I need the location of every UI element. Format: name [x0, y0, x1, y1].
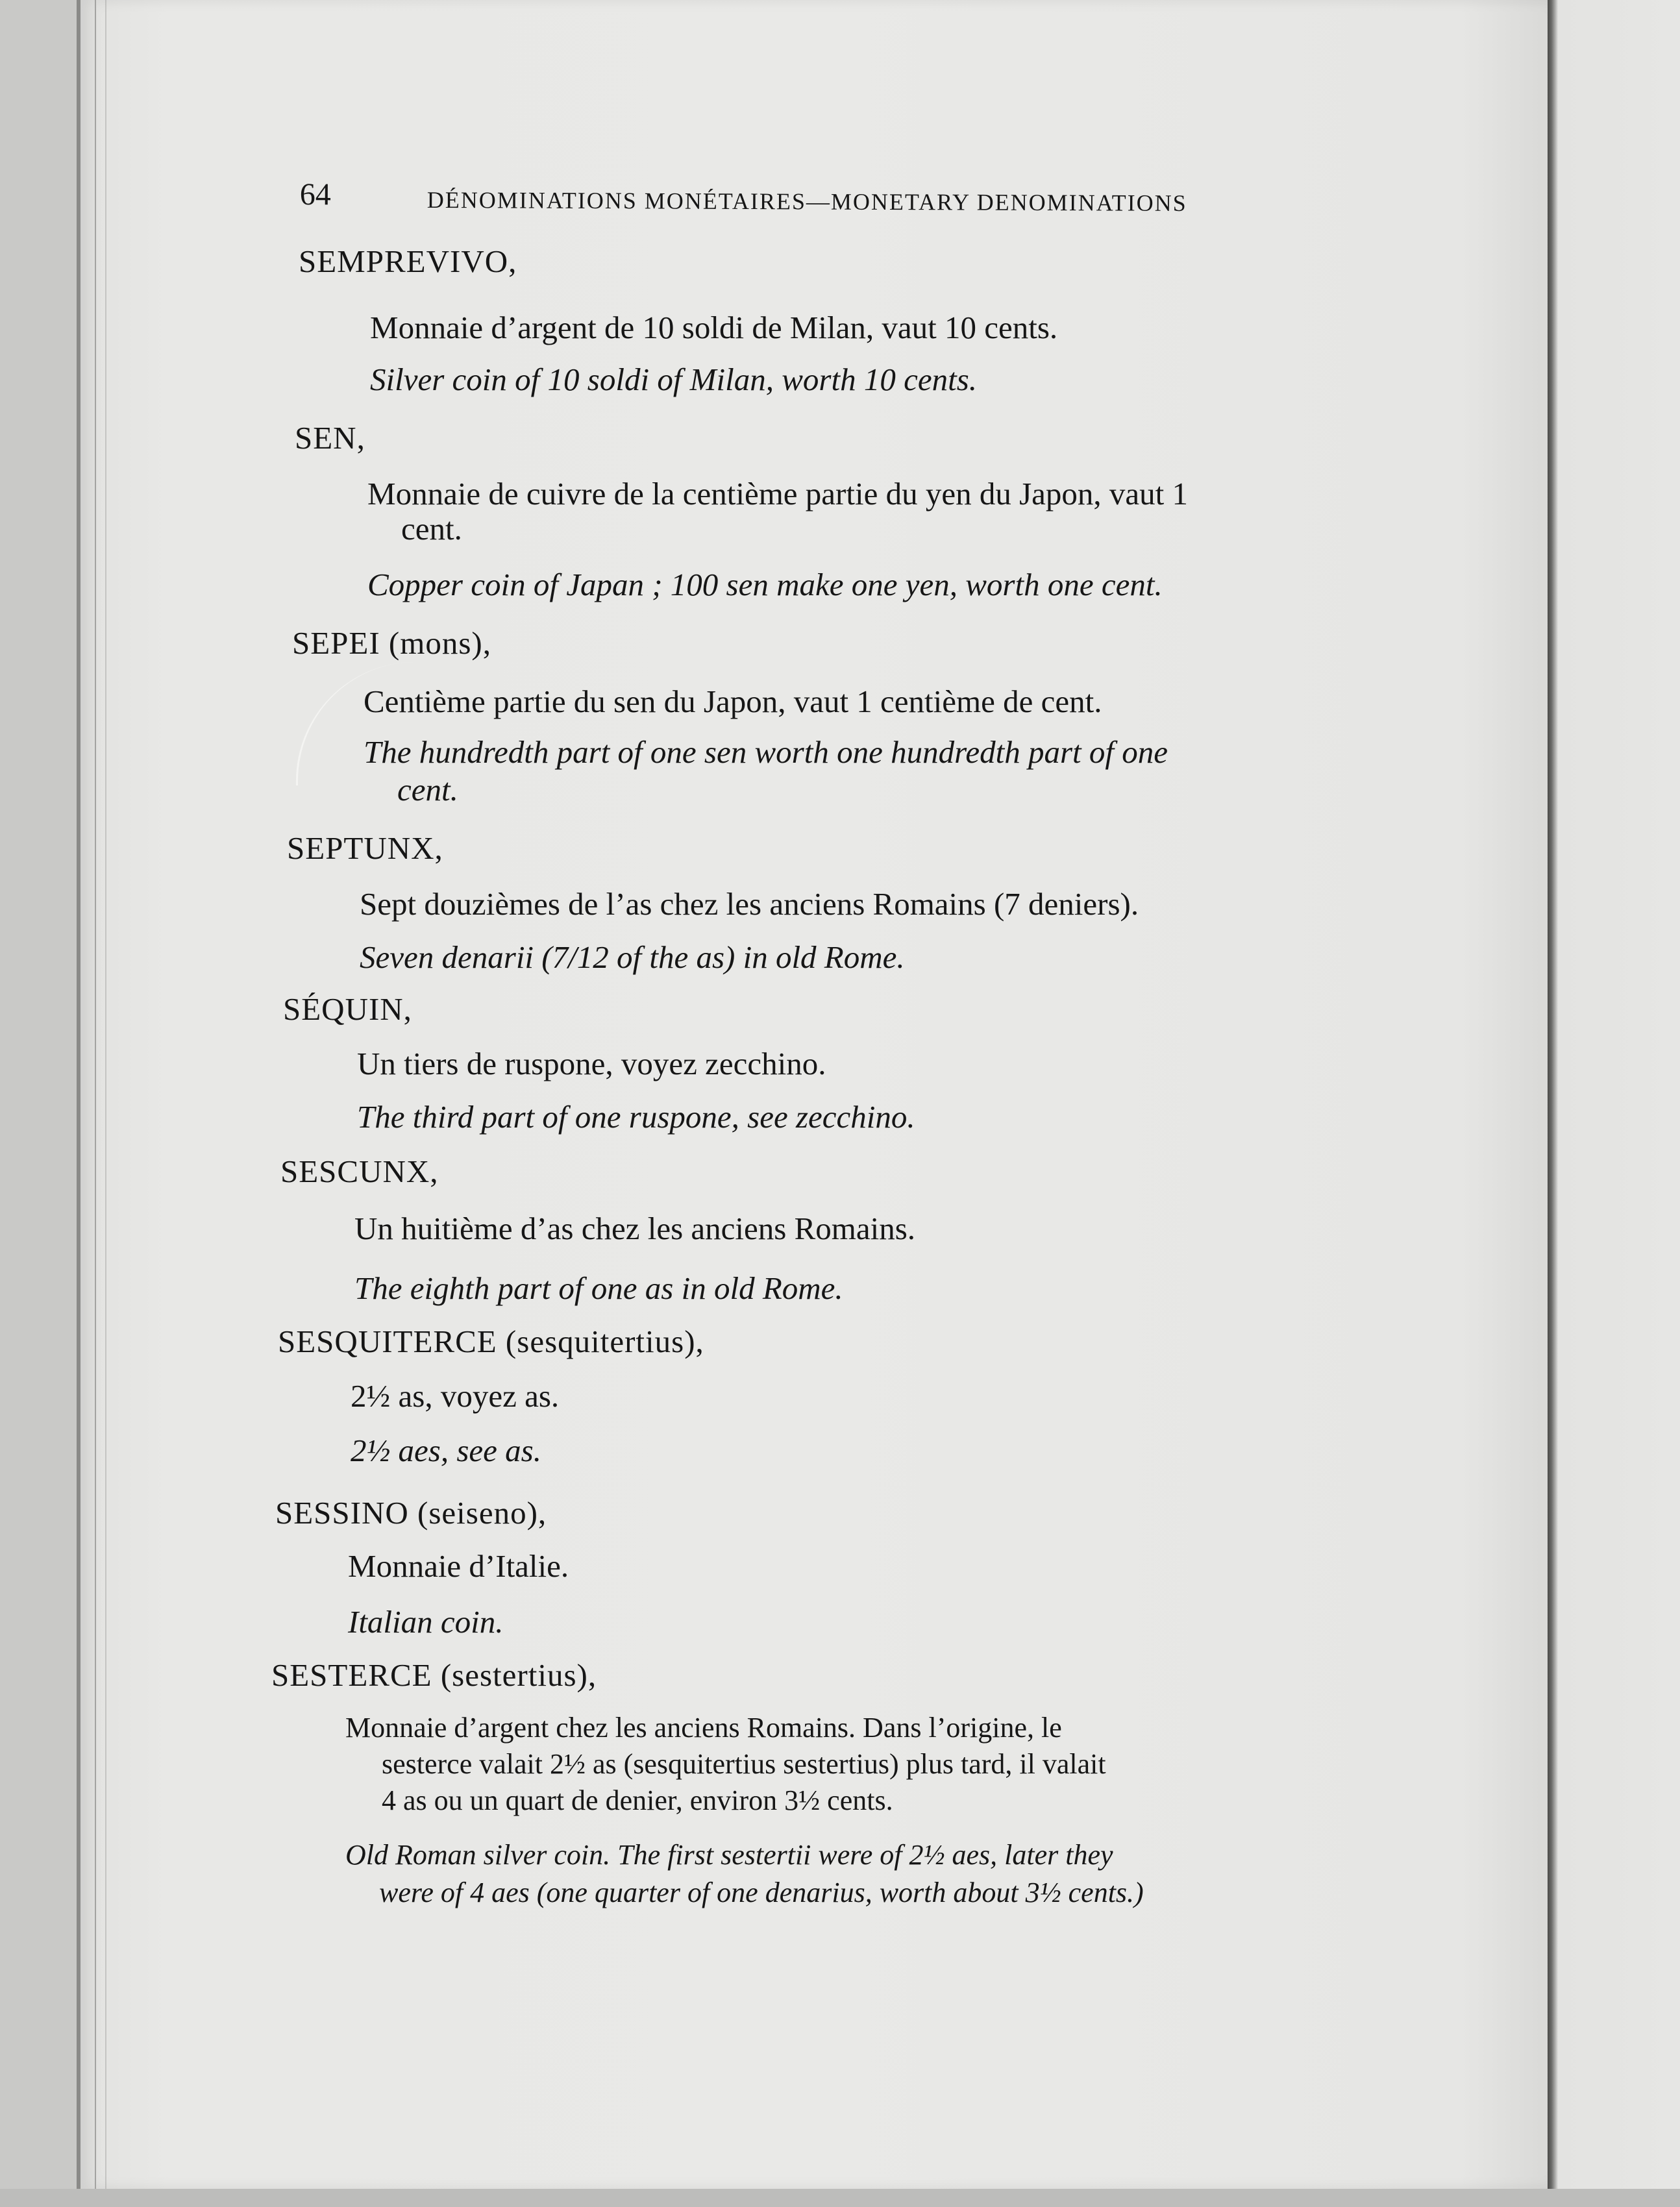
- page-number: 64: [299, 177, 331, 212]
- entry-term-text: SEPEI (mons),: [292, 625, 491, 661]
- entry-term: SEMPREVIVO,: [299, 243, 517, 279]
- running-head: DÉNOMINATIONS MONÉTAIRES—MONETARY DENOMINATIONS: [426, 186, 1187, 216]
- entry-term: SEN,: [295, 420, 365, 456]
- entry-english: The hundredth part of one sen worth one hundredth part of one: [364, 734, 1168, 770]
- entry-term: SESCUNX,: [280, 1153, 439, 1189]
- entry-french: 4 as ou un quart de denier, environ 3½ cents.: [382, 1784, 893, 1816]
- entry-french: Monnaie d’argent chez les anciens Romains. Dans l’origine, le: [345, 1712, 1062, 1744]
- entry-english: cent.: [397, 772, 458, 808]
- entry-english: 2½ aes, see as.: [351, 1433, 541, 1468]
- entry-english: Old Roman silver coin. The first sestertii were of 2½ aes, later they: [345, 1839, 1113, 1871]
- entry-french: Sept douzièmes de l’as chez les anciens Romains (7 deniers).: [360, 886, 1139, 922]
- entry-french: sesterce valait 2½ as (sesquitertius sestertius) plus tard, il valait: [382, 1748, 1106, 1780]
- entry-french: Un huitième d’as chez les anciens Romains.: [354, 1211, 916, 1246]
- entry-french: Un tiers de ruspone, voyez zecchino.: [357, 1046, 826, 1081]
- entry-english: Seven denarii (7/12 of the as) in old Rome.: [360, 939, 905, 975]
- entry-french: cent.: [401, 511, 462, 547]
- entry-english: Silver coin of 10 soldi of Milan, worth 10 cents.: [370, 362, 978, 397]
- entry-term: SEPTUNX,: [287, 830, 443, 866]
- entry-term: SESQUITERCE (sesquitertius),: [278, 1324, 704, 1359]
- entry-term: SÉQUIN,: [283, 991, 412, 1027]
- entry-term: SESTERCE (sestertius),: [271, 1657, 597, 1693]
- entry-french: 2½ as, voyez as.: [351, 1378, 560, 1414]
- entry-french: Centième partie du sen du Japon, vaut 1 centième de cent.: [364, 684, 1102, 719]
- entry-english: were of 4 aes (one quarter of one denarius, worth about 3½ cents.): [379, 1877, 1144, 1908]
- entry-french: Monnaie de cuivre de la centième partie du yen du Japon, vaut 1: [367, 476, 1189, 512]
- entry-french: Monnaie d’argent de 10 soldi de Milan, vaut 10 cents.: [370, 310, 1058, 345]
- entry-french: Monnaie d’Italie.: [348, 1548, 569, 1584]
- entry-english: The third part of one ruspone, see zecchino.: [357, 1099, 915, 1135]
- entry-english: Copper coin of Japan ; 100 sen make one yen, worth one cent.: [367, 567, 1163, 602]
- entry-term: SESSINO (seiseno),: [275, 1495, 547, 1531]
- entry-term: [292, 627, 491, 659]
- entry-english: The eighth part of one as in old Rome.: [354, 1270, 843, 1306]
- entry-english: Italian coin.: [348, 1604, 504, 1640]
